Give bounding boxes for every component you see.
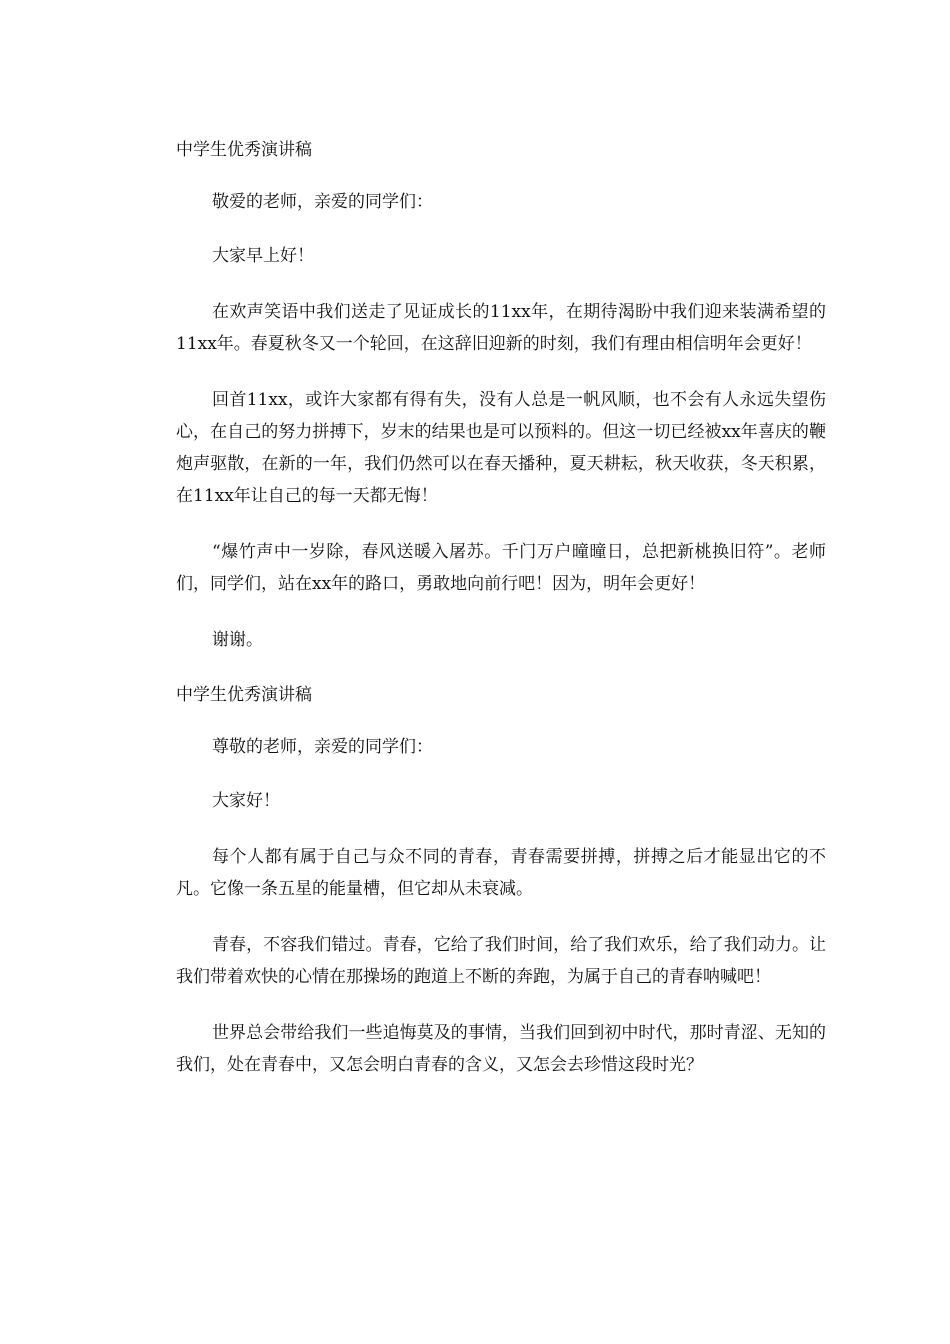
speech1-closing: 谢谢。: [212, 630, 263, 650]
document-body: [176, 133, 826, 1081]
speech1-paragraph: 回首11xx，或许大家都有得有失，没有人总是一帆风顺，也不会有人永远失望伤心，在自己的努力拼搏下，岁末的结果也是可以预料的。但这一切已经被xx年喜庆的鞭炮声驱散，在新的一年，我们仍然可以在春天播种，夏天耕耘，秋天收获，冬天积累，在11xx年让自己的每一天都无悔！: [176, 390, 826, 506]
speech2-paragraph: 青春，不容我们错过。青春，它给了我们时间，给了我们欢乐，给了我们动力。让我们带着欢快的心情在那操场的跑道上不断的奔跑，为属于自己的青春呐喊吧！: [176, 935, 826, 987]
speech2-title: 中学生优秀演讲稿: [176, 685, 312, 705]
speech2-paragraph: 世界总会带给我们一些追悔莫及的事情，当我们回到初中时代，那时青涩、无知的我们，处在青春中，又怎会明白青春的含义，又怎会去珍惜这段时光？: [176, 1023, 826, 1075]
speech1-paragraph: 在欢声笑语中我们送走了见证成长的11xx年，在期待渴盼中我们迎来装满希望的11xx年。春夏秋冬又一个轮回，在这辞旧迎新的时刻，我们有理由相信明年会更好！: [176, 302, 826, 354]
speech2-greeting: 大家好！: [212, 791, 280, 811]
speech1-greeting: 大家早上好！: [212, 246, 314, 266]
speech2-paragraph: 每个人都有属于自己与众不同的青春，青春需要拼搏，拼搏之后才能显出它的不凡。它像一条五星的能量槽，但它却从未衰减。: [176, 847, 826, 899]
speech1-salutation: 敬爱的老师，亲爱的同学们：: [212, 192, 433, 212]
speech2-salutation: 尊敬的老师，亲爱的同学们：: [212, 737, 433, 757]
speech1-title: 中学生优秀演讲稿: [176, 140, 312, 160]
speech1-paragraph: “爆竹声中一岁除，春风送暖入屠苏。千门万户曈曈日，总把新桃换旧符”。老师们，同学们，站在xx年的路口，勇敢地向前行吧！因为，明年会更好！: [176, 542, 826, 594]
